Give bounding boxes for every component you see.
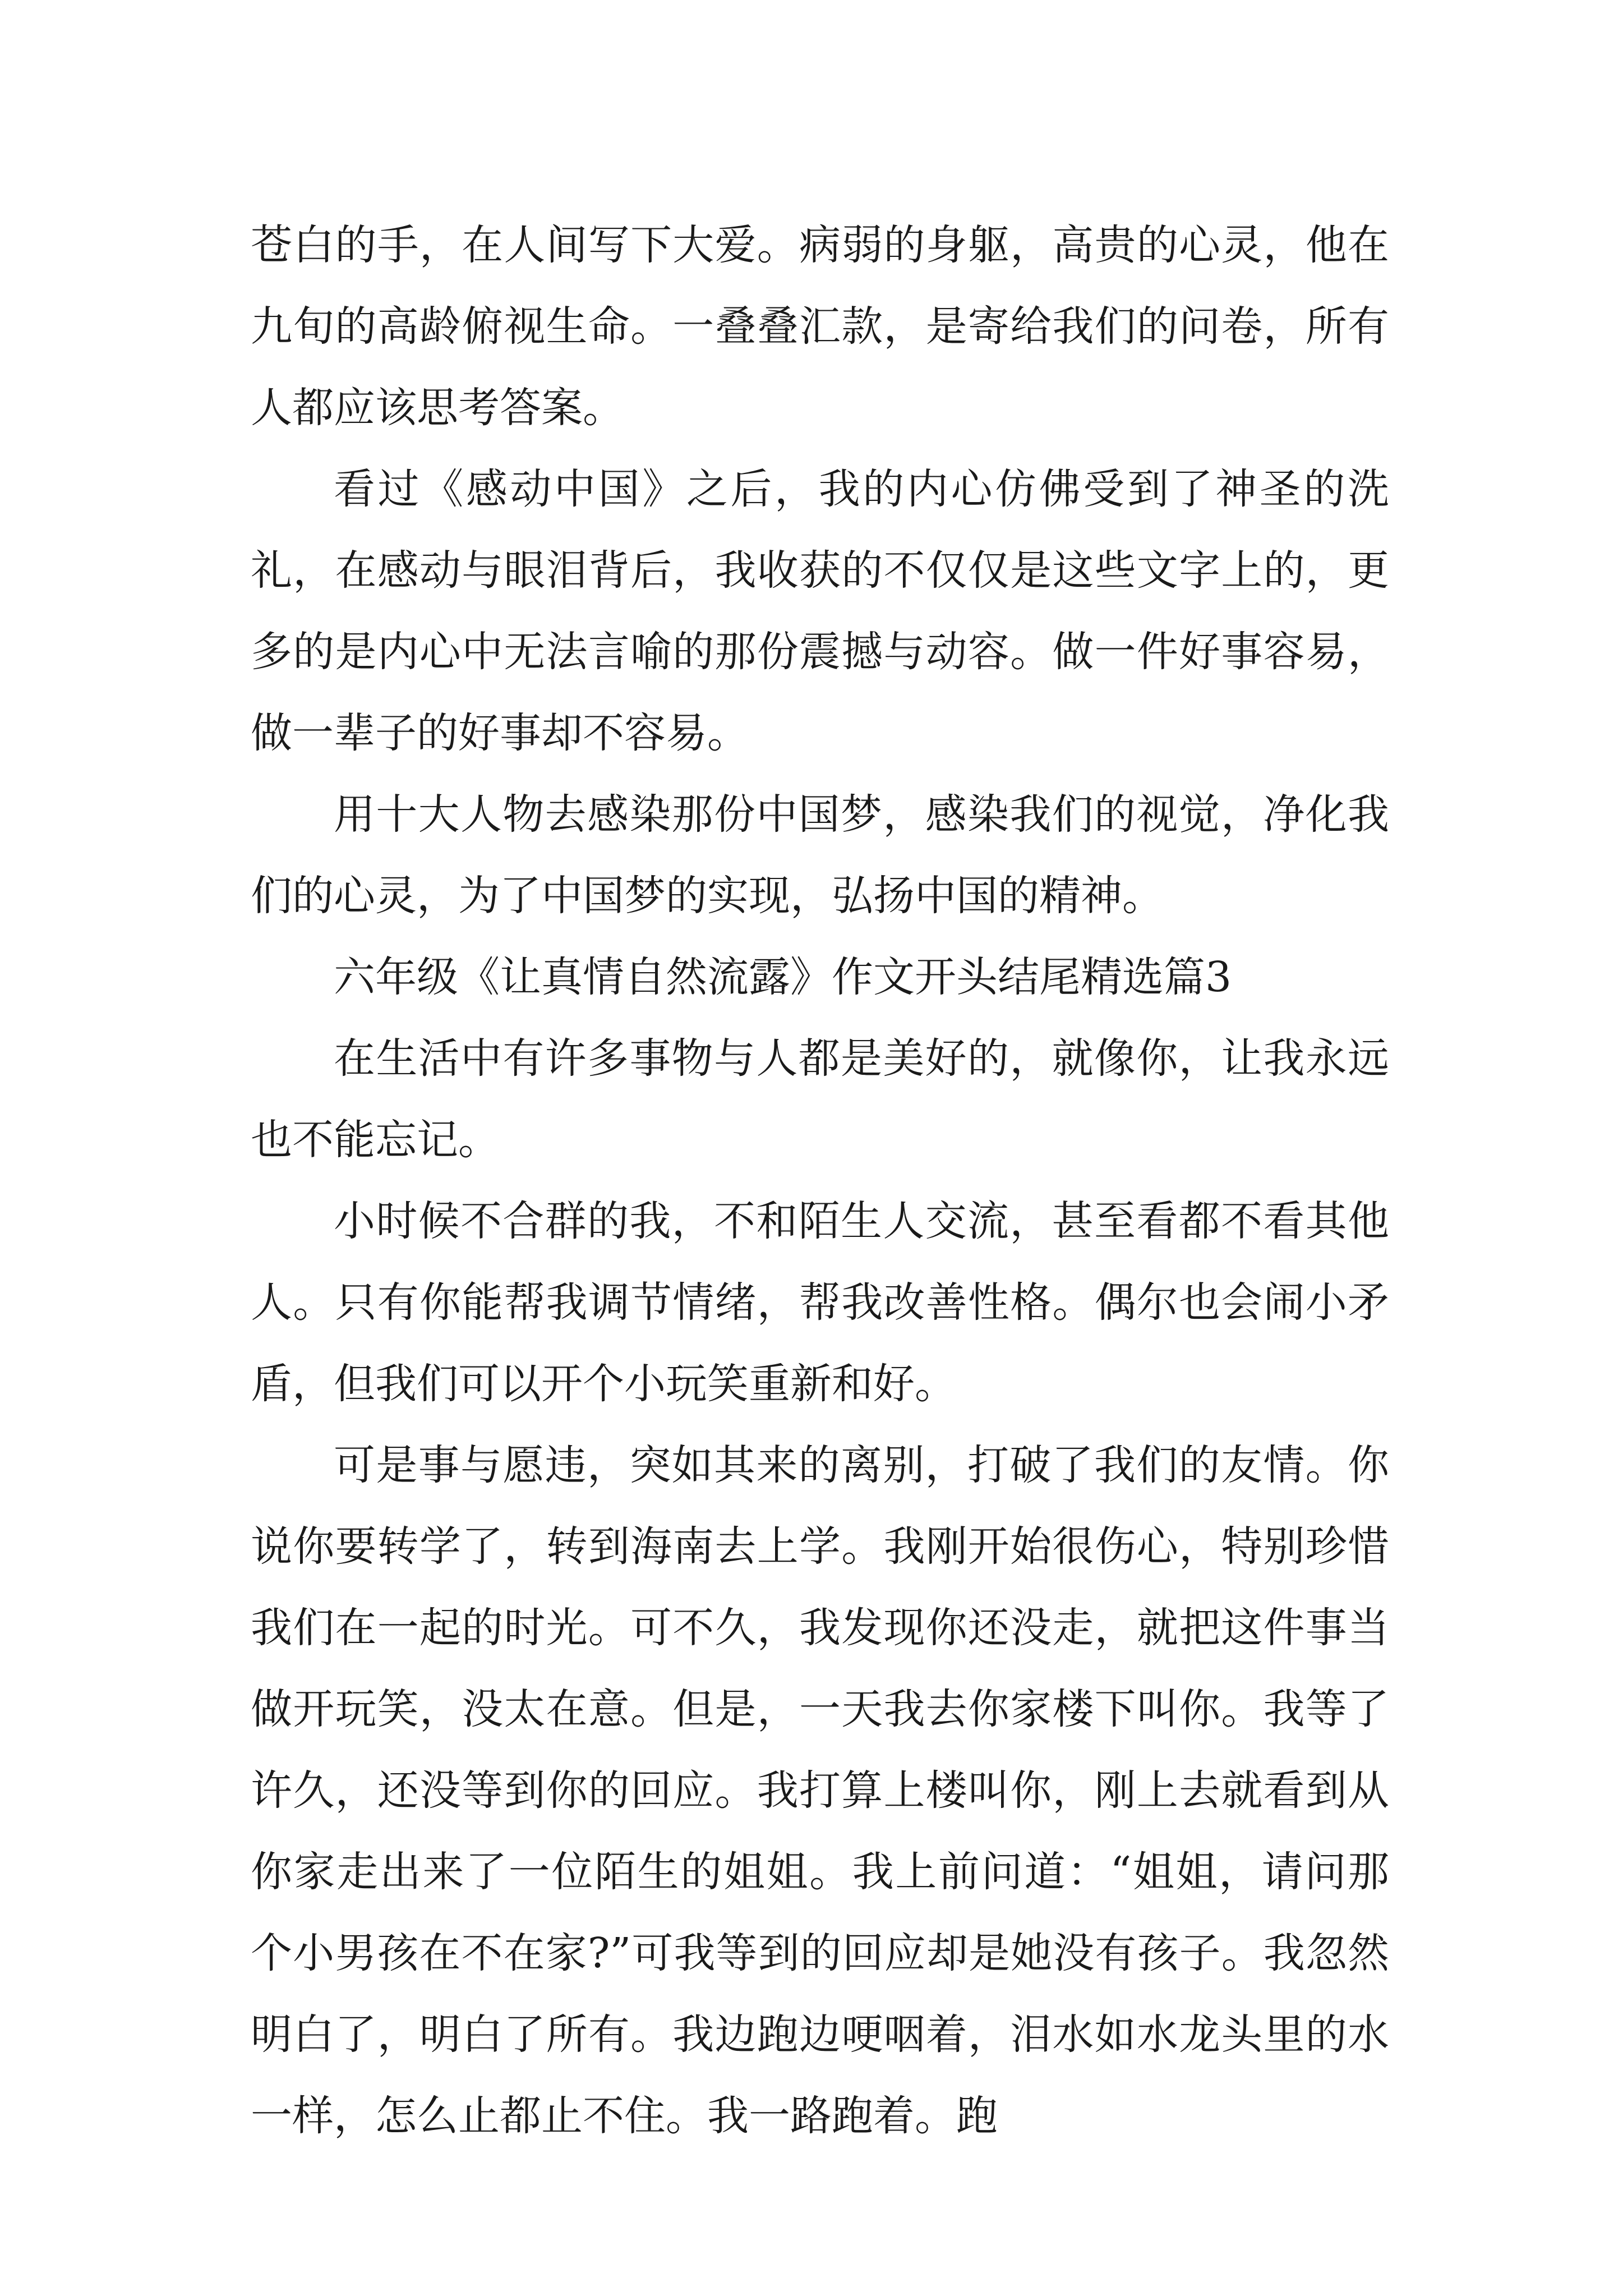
- paragraph-6: 可是事与愿违，突如其来的离别，打破了我们的友情。你说你要转学了，转到海南去上学。我刚开始很伤心，特别珍惜我们在一起的时光。可不久，我发现你还没走，就把这件事当做开玩笑，没太在意。但是，一天我去你家楼下叫你。我等了许久，还没等到你的回应。我打算上楼叫你，刚上去就看到从你家走出来了一位陌生的姐姐。我上前问道：“姐姐，请问那个小男孩在不在家?”可我等到的回应却是她没有孩子。我忽然明白了，明白了所有。我边跑边哽咽着，泪水如水龙头里的水一样，怎么止都止不住。我一路跑着。跑: [251, 1441, 1389, 2140]
- paragraph-1: 苍白的手，在人间写下大爱。病弱的身躯，高贵的心灵，他在九旬的高龄俯视生命。一叠叠汇款，是寄给我们的问卷，所有人都应该思考答案。: [251, 221, 1389, 432]
- document-body: [251, 205, 1389, 2157]
- paragraph-4: 在生活中有许多事物与人都是美好的，就像你，让我永远也不能忘记。: [251, 1034, 1389, 1164]
- paragraph-3: 用十大人物去感染那份中国梦，感染我们的视觉，净化我们的心灵，为了中国梦的实现，弘扬中国的精神。: [251, 790, 1389, 920]
- section-heading: 六年级《让真情自然流露》作文开头结尾精选篇3: [334, 953, 1232, 1001]
- paragraph-2: 看过《感动中国》之后，我的内心仿佛受到了神圣的洗礼，在感动与眼泪背后，我收获的不仅仅是这些文字上的，更多的是内心中无法言喻的那份震撼与动容。做一件好事容易，做一辈子的好事却不容易。: [251, 465, 1389, 757]
- paragraph-5: 小时候不合群的我，不和陌生人交流，甚至看都不看其他人。只有你能帮我调节情绪，帮我改善性格。偶尔也会闹小矛盾，但我们可以开个小玩笑重新和好。: [251, 1197, 1389, 1408]
